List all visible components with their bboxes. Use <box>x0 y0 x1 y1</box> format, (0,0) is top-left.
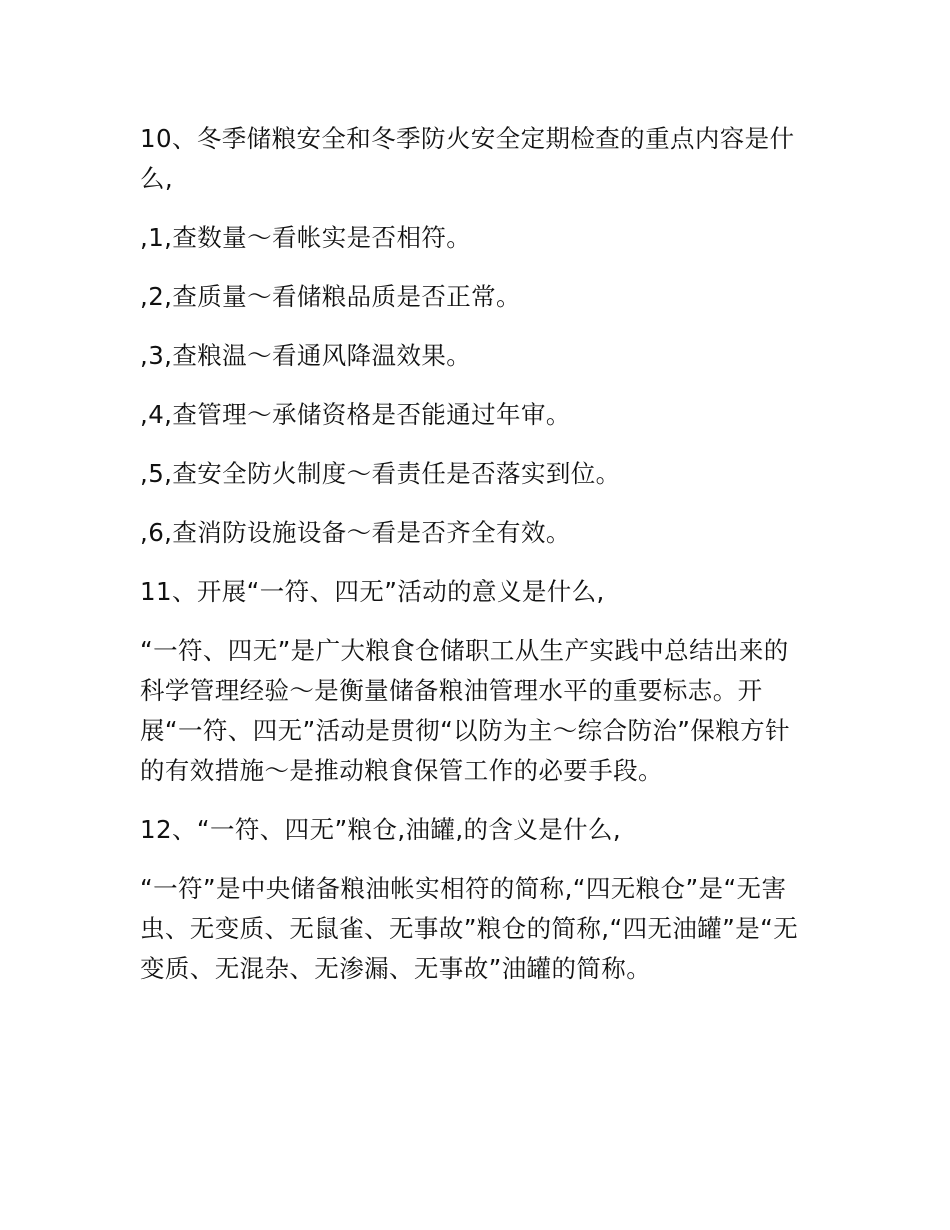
answer-10-item-2: ,2,查质量～看储粮品质是否正常。 <box>140 282 521 311</box>
answer-10-item-1: ,1,查数量～看帐实是否相符。 <box>140 223 472 252</box>
answer-10-item-3: ,3,查粮温～看通风降温效果。 <box>140 341 472 370</box>
document-body <box>140 119 800 1008</box>
answer-10-item-6: ,6,查消防设施设备～看是否齐全有效。 <box>140 518 571 547</box>
answer-12-text: “一符”是中央储备粮油帐实相符的简称,“四无粮仓”是“无害虫、无变质、无鼠雀、无事故”粮仓的简称,“四无油罐”是“无变质、无混杂、无渗漏、无事故”油罐的简称。 <box>140 874 799 983</box>
answer-11-text: “一符、四无”是广大粮食仓储职工从生产实践中总结出来的科学管理经验～是衡量储备粮油管理水平的重要标志。开展“一符、四无”活动是贯彻“以防为主～综合防治”保粮方针的有效措施～是推动粮食保管工作的必要手段。 <box>140 636 790 785</box>
question-12-heading: 12、“一符、四无”粮仓,油罐,的含义是什么, <box>140 815 622 844</box>
answer-10-item-4: ,4,查管理～承储资格是否能通过年审。 <box>140 400 571 429</box>
question-10-heading: 10、冬季储粮安全和冬季防火安全定期检查的重点内容是什么, <box>140 124 795 193</box>
answer-10-item-5: ,5,查安全防火制度～看责任是否落实到位。 <box>140 459 621 488</box>
question-11-heading: 11、开展“一符、四无”活动的意义是什么, <box>140 577 605 606</box>
